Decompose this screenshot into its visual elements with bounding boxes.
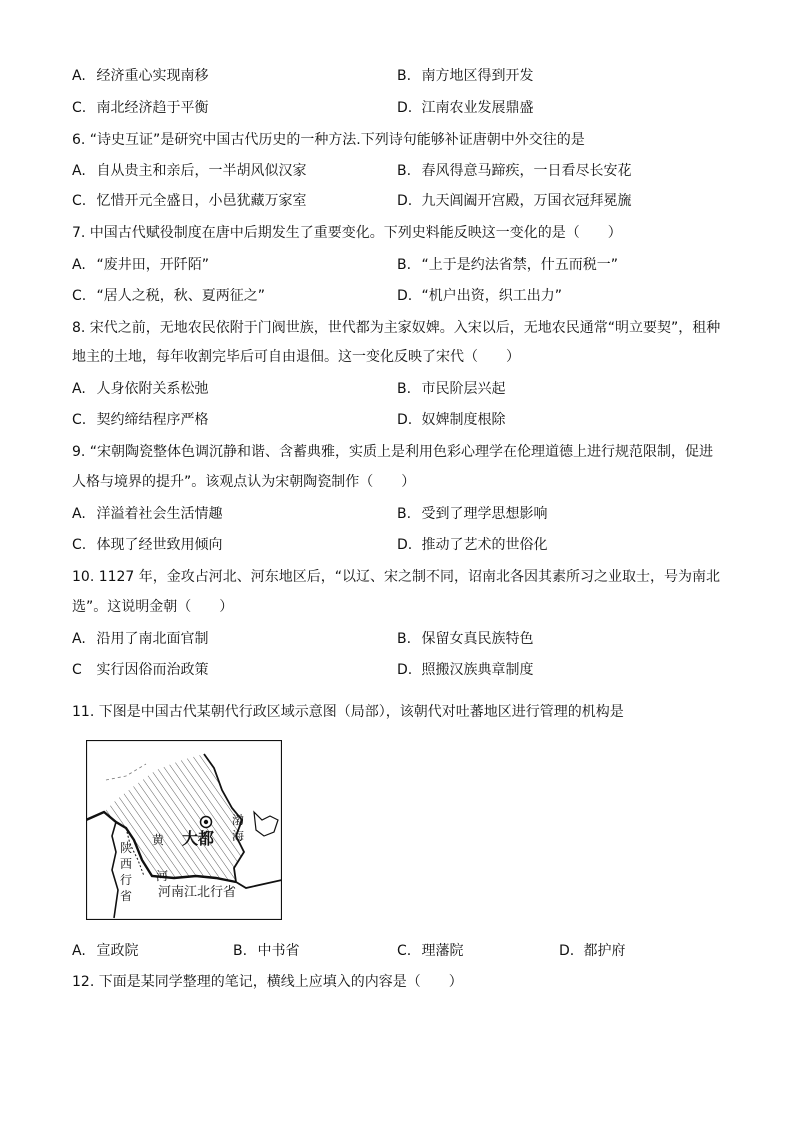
option-label: D. [397,288,413,304]
option-text: 经济重心实现南移 [96,68,209,84]
option-label: D. [397,412,413,428]
option-label: A. [72,381,86,397]
option-label: A. [72,257,86,273]
q6-option-b[interactable] [397,161,631,181]
option-text: 南北经济趋于平衡 [96,100,209,116]
q5-option-d[interactable] [397,98,533,118]
henan-label: 河南江北行省 [158,885,237,900]
option-text: 自从贵主和亲后，一半胡风似汉家 [96,163,307,179]
option-label: C. [72,412,87,428]
option-text: 宣政院 [96,943,139,959]
option-text: 沿用了南北面官制 [96,631,209,647]
q10-option-b[interactable] [397,629,533,649]
q9-option-b[interactable] [397,504,547,524]
option-text: 人身依附关系松弛 [96,381,209,397]
q11-stem: 11. 下图是中国古代某朝代行政区域示意图（局部），该朝代对吐蕃地区进行管理的机构是 [72,704,624,720]
option-label: C [72,662,82,678]
option-label: C. [397,943,412,959]
option-text: 契约缔结程序严格 [96,412,209,428]
option-text: 保留女真民族特色 [421,631,534,647]
shaanxi-label-1: 陕 [120,841,133,855]
option-label: C. [72,193,87,209]
q7-option-d[interactable] [397,286,562,306]
q8-option-a[interactable] [72,379,208,399]
sea-label-2: 海 [232,829,245,843]
q11-option-c[interactable] [397,941,463,961]
q5-option-c[interactable] [72,98,208,118]
q8-stem-line1: 8. 宋代之前，无地农民依附于门阀世族，世代都为主家奴婢。入宋以后，无地农民通常“明立要契”，租种 [72,320,721,336]
shaanxi-label-3: 行 [120,873,133,887]
yuan-map-figure [86,740,282,920]
option-text: 实行因俗而治政策 [96,662,209,678]
option-label: A. [72,68,86,84]
option-label: C. [72,288,87,304]
option-text: 照搬汉族典章制度 [421,662,534,678]
option-text: 洋溢着社会生活情趣 [96,506,223,522]
option-label: D. [397,662,413,678]
river-label-1: 黄 [152,833,165,847]
option-text: 理藩院 [421,943,464,959]
q6-option-a[interactable] [72,161,306,181]
q9-stem-line1: 9. “宋朝陶瓷整体色调沉静和谐、含蓄典雅，实质上是利用色彩心理学在伦理道德上进行规范限制，促进 [72,444,714,460]
option-text: 江南农业发展鼎盛 [421,100,534,116]
q11-option-a[interactable] [72,941,138,961]
option-text: “上于是约法省禁，什五而税一” [421,257,618,273]
q8-stem-line2: 地主的土地，每年收割完毕后可自由退佃。这一变化反映了宋代（ ） [72,349,520,365]
q7-option-c[interactable] [72,286,265,306]
q11-option-d[interactable] [559,941,625,961]
option-label: B. [397,257,412,273]
option-label: A. [72,943,86,959]
q6-stem: 6. “诗史互证”是研究中国古代历史的一种方法.下列诗句能够补证唐朝中外交往的是 [72,132,585,148]
option-text: “废井田，开阡陌” [96,257,209,273]
q10-option-c[interactable] [72,660,208,680]
option-label: A. [72,631,86,647]
q9-stem-line2: 人格与境界的提升”。该观点认为宋朝陶瓷制作（ ） [72,474,416,490]
option-text: 都护府 [583,943,626,959]
q12-stem: 12. 下面是某同学整理的笔记，横线上应填入的内容是（ ） [72,974,463,990]
option-label: C. [72,537,87,553]
option-label: A. [72,506,86,522]
capital-label: 大都 [182,829,215,848]
q11-option-b[interactable] [233,941,299,961]
option-label: B. [397,68,412,84]
q6-option-c[interactable] [72,191,306,211]
option-text: 春风得意马蹄疾，一日看尽长安花 [421,163,632,179]
q9-option-a[interactable] [72,504,222,524]
option-label: A. [72,163,86,179]
option-text: 九天阊阖开宫殿，万国衣冠拜冕旒 [421,193,632,209]
option-text: “机户出资，织工出力” [421,288,562,304]
shaanxi-label-2: 西 [120,857,133,871]
q8-option-d[interactable] [397,410,505,430]
q7-option-a[interactable] [72,255,209,275]
option-text: 体现了经世致用倾向 [96,537,223,553]
q10-stem-line1: 10. 1127 年，金攻占河北、河东地区后，“以辽、宋之制不同，诏南北各因其素所习之业取士，号为南北 [72,569,721,585]
q8-option-c[interactable] [72,410,208,430]
q7-option-b[interactable] [397,255,618,275]
option-text: 受到了理学思想影响 [421,506,548,522]
option-label: D. [397,537,413,553]
option-label: B. [397,631,412,647]
option-label: D. [397,193,413,209]
option-text: 市民阶层兴起 [421,381,506,397]
option-label: D. [559,943,575,959]
q5-option-a[interactable] [72,66,208,86]
option-label: D. [397,100,413,116]
option-text: 中书省 [257,943,300,959]
sea-label-1: 渤 [232,813,245,827]
option-label: B. [397,163,412,179]
q10-option-d[interactable] [397,660,533,680]
option-text: “居人之税，秋、夏两征之” [96,288,265,304]
capital-marker-inner [204,820,208,824]
river-label-2: 河 [156,869,169,883]
option-text: 忆惜开元全盛日，小邑犹藏万家室 [96,193,307,209]
option-label: C. [72,100,87,116]
q10-stem-line2: 选”。这说明金朝（ ） [72,599,234,615]
option-label: B. [397,381,412,397]
option-label: B. [233,943,248,959]
option-text: 奴婢制度根除 [421,412,506,428]
option-text: 南方地区得到开发 [421,68,534,84]
q10-option-a[interactable] [72,629,208,649]
map-svg [86,740,282,920]
option-label: B. [397,506,412,522]
q9-option-c[interactable] [72,535,222,555]
q7-stem: 7. 中国古代赋役制度在唐中后期发生了重要变化。下列史料能反映这一变化的是（ ） [72,225,622,241]
q5-option-b[interactable] [397,66,533,86]
option-text: 推动了艺术的世俗化 [421,537,548,553]
q9-option-d[interactable] [397,535,547,555]
q6-option-d[interactable] [397,191,631,211]
shaanxi-label-4: 省 [120,889,133,903]
q8-option-b[interactable] [397,379,505,399]
